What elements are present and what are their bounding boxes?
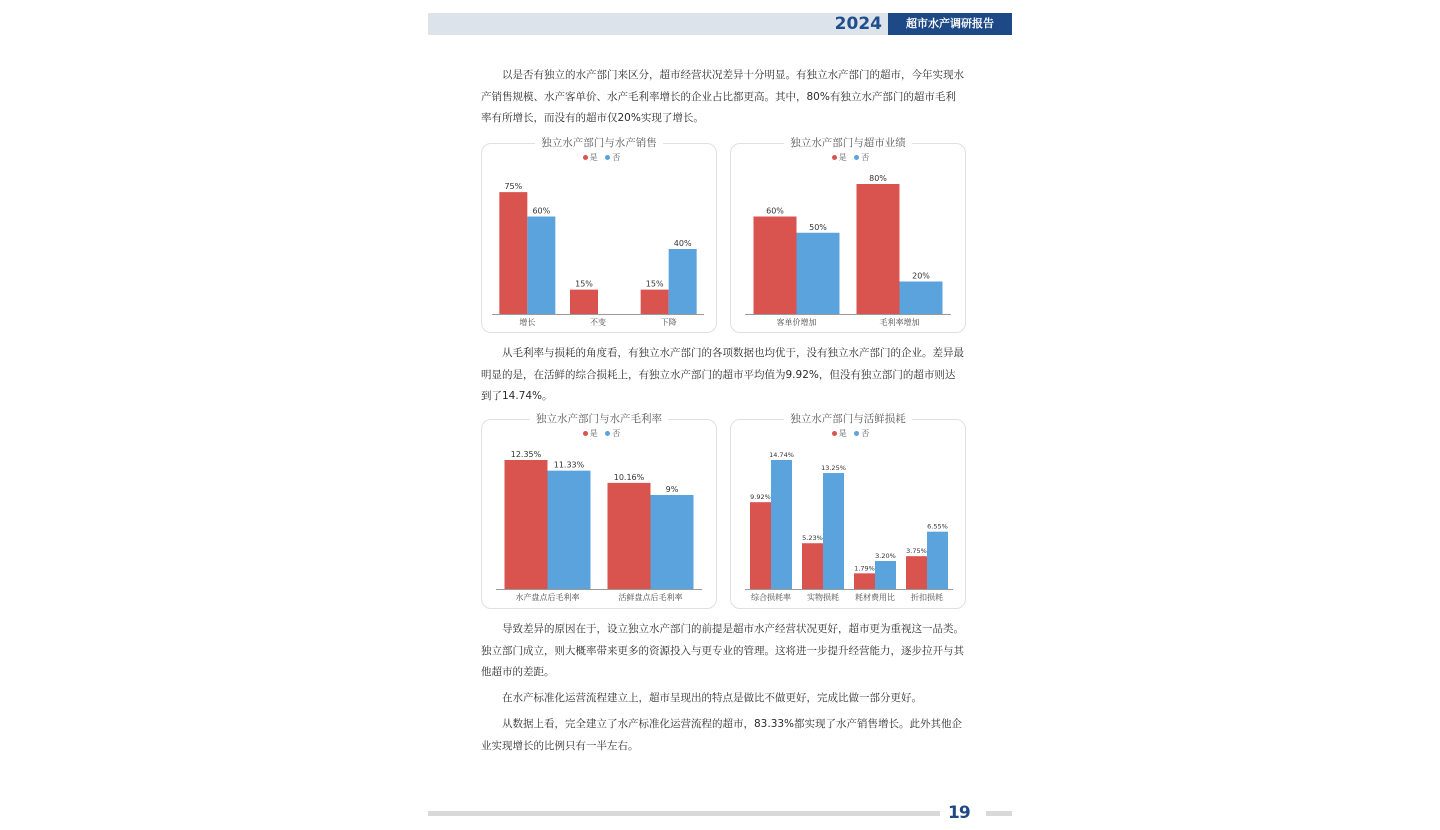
paragraph-4: 在水产标准化运营流程建立上，超市呈现出的特点是做比不做更好，完成比做一部分更好。: [502, 692, 922, 704]
chart-sales: [481, 137, 717, 333]
legend-yes-label: 是: [589, 429, 598, 438]
legend-no-label: 否: [861, 429, 870, 438]
category-label: 下降: [660, 318, 677, 327]
chart-loss-plot: [731, 420, 965, 608]
bar-no: [548, 471, 591, 589]
bar-no: [527, 217, 555, 315]
bar-yes: [854, 573, 875, 589]
data-label: 3.20%: [875, 551, 896, 560]
category-label: 综合损耗率: [751, 593, 791, 602]
data-label: 9.92%: [750, 493, 771, 502]
legend-no-label: 否: [612, 153, 621, 162]
header-year: 2024: [834, 14, 882, 34]
category-label: 活鲜盘点后毛利率: [618, 593, 683, 602]
category-label: 水产盘点后毛利率: [515, 593, 580, 602]
data-label: 3.75%: [906, 547, 927, 556]
report-page: [428, 0, 1012, 830]
footer-rule-left: [428, 811, 940, 816]
data-label: 6.55%: [927, 522, 948, 531]
chart-title: 独立水产部门与水产毛利率: [482, 411, 716, 427]
legend-no-label: 否: [612, 429, 621, 438]
footer-rule-right: [986, 811, 1012, 816]
data-label: 15%: [575, 279, 593, 289]
data-label: 14.74%: [769, 451, 794, 459]
bar-no: [927, 532, 948, 589]
category-label: 毛利率增加: [879, 318, 920, 327]
paragraph-5: 从数据上看，完全建立了水产标准化运营流程的超市，83.33%都实现了水产销售增长。此外其他企业实现增长的比例只有一半左右。: [481, 718, 963, 752]
category-label: 耗材费用比: [855, 593, 895, 602]
chart-sales-plot: [482, 144, 716, 332]
bar-yes: [608, 483, 651, 589]
paragraph-3: 导致差异的原因在于，设立独立水产部门的前提是超市水产经营状况更好，超市更为重视这一品类。独立部门成立，则大概率带来更多的资源投入与更专业的管理。这将进一步提升经营能力，逐步拉开与其他超市的差距。: [481, 623, 964, 678]
bar-yes: [802, 543, 823, 589]
chart-loss: [730, 413, 966, 609]
bar-yes: [641, 290, 669, 314]
chart-performance: [730, 137, 966, 333]
bar-no: [651, 495, 694, 589]
bar-yes: [857, 184, 900, 314]
bar-yes: [750, 502, 771, 589]
bar-yes: [754, 217, 797, 315]
data-label: 1.79%: [854, 564, 875, 573]
data-label: 12.35%: [510, 450, 542, 459]
bar-no: [669, 249, 697, 314]
chart-title: 独立水产部门与超市业绩: [731, 135, 965, 151]
legend-yes-label: 是: [838, 429, 847, 438]
legend-yes-label: 是: [838, 153, 847, 162]
legend-no-label: 否: [861, 153, 870, 162]
chart-performance-plot: [731, 144, 965, 332]
bar-no: [771, 460, 792, 589]
data-label: 11.33%: [553, 460, 585, 470]
data-label: 13.25%: [821, 464, 846, 473]
page-number: 19: [948, 803, 970, 823]
paragraph-2: 从毛利率与损耗的角度看，有独立水产部门的各项数据也均优于，没有独立水产部门的企业。差异最明显的是，在活鲜的综合损耗上，有独立水产部门的超市平均值为9.92%，但没有独立部门的超市则达到了14.74%。: [481, 347, 964, 402]
bar-yes: [906, 556, 927, 589]
chart-margin: [481, 413, 717, 609]
chart-title: 独立水产部门与活鲜损耗: [731, 411, 965, 427]
bar-yes: [499, 192, 527, 314]
category-label: 不变: [590, 318, 606, 327]
data-label: 50%: [809, 222, 827, 232]
bar-yes: [570, 290, 598, 314]
data-label: 40%: [673, 239, 692, 248]
category-label: 增长: [519, 318, 536, 327]
data-label: 9%: [665, 484, 679, 494]
data-label: 60%: [766, 206, 784, 216]
chart-margin-plot: [482, 420, 716, 608]
data-label: 80%: [869, 174, 887, 183]
data-label: 75%: [504, 182, 523, 192]
data-label: 15%: [645, 279, 664, 289]
data-label: 5.23%: [802, 534, 823, 543]
bar-yes: [505, 460, 548, 589]
category-label: 客单价增加: [776, 318, 817, 327]
category-label: 实物损耗: [807, 593, 839, 602]
bar-no: [900, 282, 943, 315]
legend-yes-label: 是: [589, 153, 598, 162]
chart-title: 独立水产部门与水产销售: [482, 135, 716, 151]
data-label: 10.16%: [613, 472, 645, 482]
bar-no: [823, 473, 844, 589]
data-label: 20%: [912, 271, 930, 281]
header-report-title: 超市水产调研报告: [888, 13, 1012, 35]
paragraph-1: 以是否有独立的水产部门来区分，超市经营状况差异十分明显。有独立水产部门的超市，今年实现水产销售规模、水产客单价、水产毛利率增长的企业占比都更高。其中，80%有独立水产部门的超市毛利率有所增长，而没有的超市仅20%实现了增长。: [481, 69, 964, 124]
bar-no: [875, 561, 896, 589]
category-label: 折扣损耗: [911, 593, 943, 602]
data-label: 60%: [532, 206, 551, 216]
bar-no: [797, 233, 840, 314]
